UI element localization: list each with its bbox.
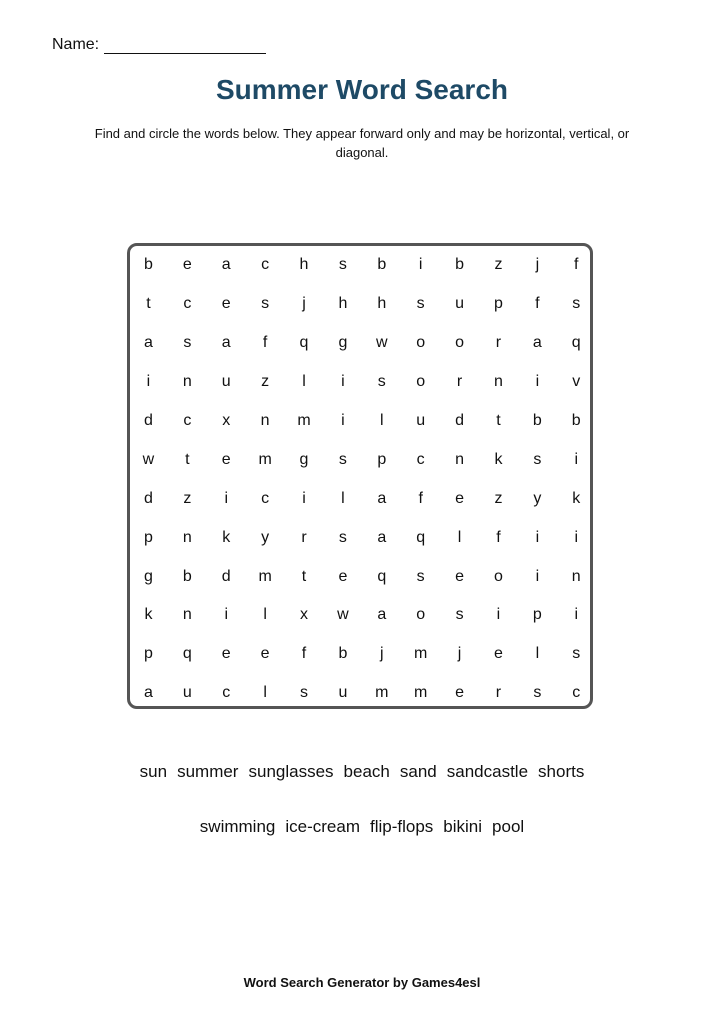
grid-cell[interactable]: j [302, 295, 306, 313]
word-list-item: ice-cream [285, 817, 360, 836]
grid-cell[interactable]: x [300, 606, 308, 624]
grid-cell[interactable]: u [338, 684, 348, 702]
grid-cell[interactable]: b [455, 256, 465, 274]
grid-cell[interactable]: g [299, 450, 309, 468]
grid-cell[interactable]: l [302, 373, 306, 391]
grid-cell[interactable]: r [301, 528, 307, 546]
grid-cell[interactable]: i [341, 373, 345, 391]
grid-cell[interactable]: b [571, 412, 581, 429]
grid-cell[interactable]: m [258, 567, 272, 585]
grid-cell[interactable]: h [338, 295, 348, 313]
grid-cell[interactable]: t [146, 295, 151, 313]
word-list-row-1 [0, 762, 724, 782]
grid-cell[interactable]: s [572, 645, 581, 663]
grid-cell[interactable]: c [416, 450, 425, 468]
grid-cell[interactable]: s [338, 256, 347, 274]
grid-cell[interactable]: n [182, 373, 192, 391]
letter-grid [129, 246, 596, 713]
grid-cell[interactable]: l [535, 645, 540, 663]
grid-cell[interactable]: k [222, 528, 231, 546]
grid-cell[interactable]: j [380, 645, 384, 663]
word-list-item: swimming [199, 817, 276, 836]
grid-cell[interactable]: i [574, 528, 579, 546]
grid-cell[interactable]: f [418, 489, 423, 507]
grid-cell[interactable]: a [143, 334, 153, 352]
grid-cell[interactable]: l [457, 528, 462, 546]
grid-cell[interactable]: w [376, 334, 388, 352]
grid-cell[interactable]: o [494, 567, 503, 585]
grid-cell[interactable]: s [338, 450, 347, 468]
name-label: Name: [52, 36, 100, 53]
grid-cell[interactable]: q [377, 567, 387, 585]
grid-cell[interactable]: p [494, 295, 503, 313]
grid-cell[interactable]: e [260, 645, 270, 663]
grid-cell[interactable]: m [414, 684, 428, 702]
word-list-item: bikini [443, 817, 483, 836]
grid-cell[interactable]: s [455, 606, 464, 624]
grid-cell[interactable]: d [455, 412, 465, 429]
grid-cell[interactable]: a [377, 489, 387, 507]
grid-cell[interactable]: i [418, 256, 423, 274]
grid-cell[interactable]: i [574, 606, 579, 624]
grid-cell[interactable]: f [535, 295, 540, 313]
grid-cell[interactable]: b [338, 645, 348, 663]
grid-cell[interactable]: e [338, 567, 348, 585]
word-list-item: summer [177, 762, 239, 781]
grid-cell[interactable]: a [221, 334, 231, 352]
grid-cell[interactable]: s [533, 450, 542, 468]
grid-cell[interactable]: s [416, 295, 425, 313]
grid-cell[interactable]: i [224, 489, 228, 507]
grid-cell[interactable]: q [182, 645, 192, 663]
word-list-item: sunglasses [248, 762, 334, 781]
word-list-item: beach [343, 762, 390, 781]
grid-cell[interactable]: c [572, 684, 581, 702]
grid-cell[interactable]: r [456, 373, 463, 391]
grid-cell[interactable]: p [532, 606, 542, 624]
grid-cell[interactable]: e [221, 450, 231, 468]
grid-cell[interactable]: s [377, 373, 386, 391]
grid-cell[interactable]: i [341, 412, 345, 429]
grid-cell[interactable]: f [262, 334, 268, 352]
word-list-item: sun [139, 762, 168, 781]
grid-cell[interactable]: o [416, 334, 426, 352]
grid-cell[interactable]: q [299, 334, 309, 352]
grid-cell[interactable]: y [261, 528, 270, 546]
word-list-item: pool [492, 817, 525, 836]
grid-cell[interactable]: n [260, 412, 270, 429]
grid-cell[interactable]: s [300, 684, 308, 702]
grid-cell[interactable]: f [496, 528, 501, 546]
grid-cell[interactable]: w [142, 450, 155, 468]
grid-cell[interactable]: x [222, 412, 231, 429]
grid-cell[interactable]: r [495, 684, 502, 702]
grid-cell[interactable]: k [144, 606, 153, 624]
grid-cell[interactable]: e [455, 684, 465, 702]
grid-cell[interactable]: n [455, 450, 465, 468]
grid-cell[interactable]: s [261, 295, 270, 313]
grid-cell[interactable]: l [341, 489, 345, 507]
grid-cell[interactable]: z [494, 256, 503, 274]
grid-cell[interactable]: a [221, 256, 231, 274]
grid-cell[interactable]: i [535, 567, 540, 585]
grid-cell[interactable]: u [416, 412, 426, 429]
grid-cell[interactable]: l [380, 412, 384, 429]
name-field [52, 36, 266, 54]
word-list-item: shorts [538, 762, 585, 781]
grid-cell[interactable]: l [263, 684, 267, 702]
grid-cell[interactable]: e [221, 645, 231, 663]
grid-cell[interactable]: c [261, 256, 270, 274]
grid-cell[interactable]: e [221, 295, 231, 313]
grid-cell[interactable]: p [143, 645, 153, 663]
grid-cell[interactable]: s [572, 295, 581, 313]
grid-cell[interactable]: o [455, 334, 465, 352]
grid-cell[interactable]: i [496, 606, 501, 624]
grid-cell[interactable]: k [494, 450, 503, 468]
grid-cell[interactable]: d [143, 412, 153, 429]
grid-cell[interactable]: i [302, 489, 306, 507]
grid-cell[interactable]: b [182, 567, 192, 585]
grid-cell[interactable]: a [377, 528, 387, 546]
grid-cell[interactable]: s [533, 684, 542, 702]
grid-cell[interactable]: o [416, 606, 426, 624]
grid-cell[interactable]: s [338, 528, 347, 546]
grid-cell[interactable]: a [532, 334, 542, 352]
name-blank-line [104, 39, 266, 54]
grid-cell[interactable]: z [261, 373, 270, 391]
grid-cell[interactable]: m [375, 684, 389, 702]
grid-cell[interactable]: b [377, 256, 387, 274]
grid-cell[interactable]: s [183, 334, 192, 352]
word-list-item: sand [399, 762, 437, 781]
grid-cell[interactable]: v [572, 373, 581, 391]
grid-cell[interactable]: c [183, 295, 192, 313]
grid-cell[interactable]: c [261, 489, 270, 507]
grid-cell[interactable]: i [535, 373, 540, 391]
grid-cell[interactable]: l [263, 606, 267, 624]
grid-cell[interactable]: u [455, 295, 465, 313]
grid-cell[interactable]: n [182, 606, 192, 624]
grid-cell[interactable]: e [455, 489, 465, 507]
grid-cell[interactable]: u [221, 373, 231, 391]
grid-cell[interactable]: f [574, 256, 579, 274]
grid-cell[interactable]: i [574, 450, 579, 468]
grid-cell[interactable]: p [377, 450, 387, 468]
grid-cell[interactable]: q [416, 528, 426, 546]
grid-cell[interactable]: f [301, 645, 307, 663]
grid-cell[interactable]: c [183, 412, 192, 429]
word-list-item: flip-flops [369, 817, 434, 836]
grid-cell[interactable]: p [143, 528, 153, 546]
grid-cell[interactable]: q [571, 334, 581, 352]
grid-cell[interactable]: h [377, 295, 387, 313]
grid-cell[interactable]: e [494, 645, 503, 663]
grid-cell[interactable]: k [572, 489, 581, 507]
grid-cell[interactable]: u [182, 684, 192, 702]
grid-cell[interactable]: j [457, 645, 462, 663]
grid-cell[interactable]: a [143, 684, 153, 702]
grid-cell[interactable]: z [183, 489, 192, 507]
grid-cell[interactable]: o [416, 373, 426, 391]
grid-cell[interactable]: m [297, 412, 311, 429]
grid-cell[interactable]: n [494, 373, 503, 391]
grid-cell[interactable]: a [377, 606, 387, 624]
grid-cell[interactable]: n [182, 528, 192, 546]
grid-cell[interactable]: m [414, 645, 428, 663]
grid-cell[interactable]: j [535, 256, 540, 274]
grid-cell[interactable]: e [182, 256, 192, 274]
grid-cell[interactable]: i [146, 373, 151, 391]
grid-cell[interactable]: i [535, 528, 540, 546]
grid-cell[interactable]: h [299, 256, 309, 274]
grid-cell[interactable]: t [496, 412, 501, 429]
grid-cell[interactable]: r [495, 334, 502, 352]
grid-cell[interactable]: i [224, 606, 228, 624]
grid-cell[interactable]: g [338, 334, 348, 352]
page-title: Summer Word Search [215, 74, 509, 105]
grid-cell[interactable]: y [533, 489, 542, 507]
grid-cell[interactable]: b [143, 256, 153, 274]
grid-cell[interactable]: b [532, 412, 542, 429]
grid-cell[interactable]: s [416, 567, 425, 585]
grid-cell[interactable]: d [143, 489, 153, 507]
word-list-row-2 [0, 817, 724, 837]
grid-cell[interactable]: z [494, 489, 503, 507]
footer-credit: Word Search Generator by Games4esl [243, 975, 481, 990]
word-list-item: sandcastle [446, 762, 529, 781]
grid-cell[interactable]: t [301, 567, 307, 585]
grid-cell[interactable]: d [221, 567, 231, 585]
instructions-text: Find and circle the words below. They appear forward only and may be horizontal, vertical, or diagonal. [94, 126, 630, 160]
grid-cell[interactable]: c [222, 684, 231, 702]
grid-cell[interactable]: g [143, 567, 153, 585]
grid-cell[interactable]: t [185, 450, 190, 468]
grid-cell[interactable]: e [455, 567, 465, 585]
grid-cell[interactable]: w [337, 606, 349, 624]
grid-cell[interactable]: n [571, 567, 581, 585]
grid-cell[interactable]: m [258, 450, 272, 468]
